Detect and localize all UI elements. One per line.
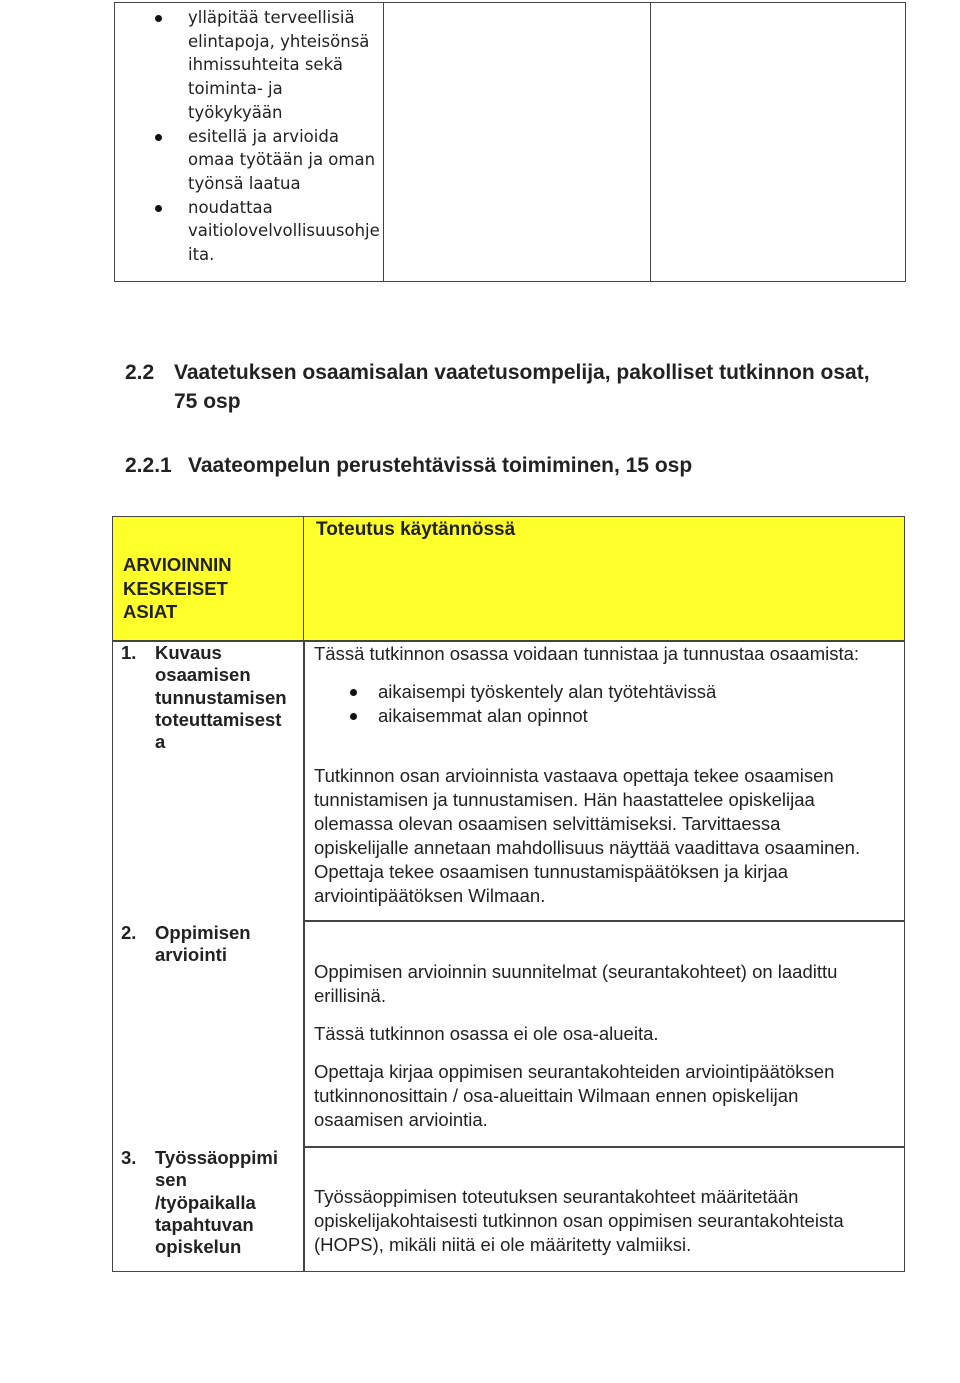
row-2-label [121, 922, 305, 967]
recognition-intro: Tässä tutkinnon osassa voidaan tunnistaa ja tunnustaa osaamista: [314, 643, 860, 664]
competence-bullet-list [115, 3, 383, 267]
text-line: Tässä tutkinnon osassa ei ole osa-alueita. [314, 1023, 659, 1044]
text-line: (HOPS), mikäli niitä ei ole määritetty valmiiksi. [314, 1234, 692, 1255]
continued-table-col-1 [115, 3, 384, 281]
row-label-line: sen [155, 1169, 187, 1191]
text-line: opiskelijalle annetaan mahdollisuus näyttää vaadittava osaaminen. [314, 837, 861, 858]
recording-paragraph [314, 1060, 899, 1132]
text-line: tunnistamisen ja tunnustamisen. Hän haastattelee opiskelijaa [314, 789, 815, 810]
table-divider [303, 920, 904, 922]
table-divider [303, 1146, 904, 1148]
subareas-paragraph [314, 1022, 899, 1046]
header-line: KESKEISET [123, 577, 228, 599]
row-label-line: opiskelun [155, 1236, 242, 1258]
row-label-line: /työpaikalla [155, 1191, 256, 1213]
row-number: 2. [121, 922, 137, 943]
row-3-label [121, 1147, 305, 1258]
row-label-line: a [155, 731, 166, 753]
recognition-bullets [314, 680, 899, 728]
row-number: 3. [121, 1147, 137, 1168]
recognition-bullet: aikaisempi työskentely alan työtehtävissä [314, 680, 899, 704]
row-label-line: Työssäoppimi [155, 1147, 279, 1168]
header-cell-left [113, 517, 303, 641]
competence-bullet: esitellä ja arvioida omaa työtään ja oman työnsä laatua [115, 125, 383, 196]
row-label-line: osaamisen [155, 664, 251, 686]
row-3-content [314, 1185, 899, 1257]
text-line: Työssäoppimisen toteutuksen seurantakohteet määritetään [314, 1186, 799, 1207]
continued-table-col-3 [651, 3, 905, 281]
row-number: 1. [121, 642, 137, 663]
header-cell-right [303, 517, 904, 641]
row-label-line: toteuttamisest [155, 708, 282, 730]
text-line: opiskelijakohtaisesti tutkinnon osan oppimisen seurantakohteista [314, 1210, 844, 1231]
section-title-line-1: Vaatetuksen osaamisalan vaatetusompelija, pakolliset tutkinnon osat, [174, 361, 870, 384]
text-line: tutkinnonosittain / osa-alueittain Wilmaan ennen opiskelijan [314, 1085, 799, 1106]
row-2-content [314, 960, 899, 1132]
text-line: olemassa olevan osaamisen selvittämiseksi. Tarvittaessa [314, 813, 781, 834]
continued-table [114, 2, 906, 282]
text-line: Tutkinnon osan arvioinnista vastaava opettaja tekee osaamisen [314, 765, 834, 786]
row-label-line: Kuvaus [155, 642, 222, 663]
continued-table-col-2 [384, 3, 651, 281]
text-line: Opettaja kirjaa oppimisen seurantakohteiden arviointipäätöksen [314, 1061, 835, 1082]
subsection-title: Vaateompelun perustehtävissä toimiminen, 15 osp [188, 454, 693, 477]
section-title-line-2: 75 osp [174, 390, 241, 413]
assessment-plan-paragraph [314, 960, 899, 1008]
text-line: arviointipäätöksen Wilmaan. [314, 885, 546, 906]
row-label-line: tunnustamisen [155, 686, 287, 708]
assessment-table [112, 516, 905, 1272]
text-line: erillisinä. [314, 985, 386, 1006]
subsection-number: 2.2.1 [125, 454, 172, 477]
text-line: Oppimisen arvioinnin suunnitelmat (seurantakohteet) on laadittu [314, 961, 838, 982]
text-line: Opettaja tekee osaamisen tunnustamispäätöksen ja kirjaa [314, 861, 789, 882]
header-assessment-key-points [123, 553, 232, 624]
text-line: osaamisen arviointia. [314, 1109, 488, 1130]
section-number: 2.2 [125, 361, 155, 384]
row-label-line: Oppimisen [155, 922, 251, 943]
header-implementation-in-practice: Toteutus käytännössä [316, 519, 516, 540]
row-label-line: arviointi [155, 944, 227, 966]
competence-bullet: ylläpitää terveellisiä elintapoja, yhteisönsä ihmissuhteita sekä toiminta- ja työkykyään [115, 6, 383, 125]
competence-bullet: noudattaa vaitiolovelvollisuusohje ita. [115, 196, 383, 267]
header-line: ASIAT [123, 601, 178, 622]
section-heading-2-2-1 [125, 451, 692, 480]
recognition-bullet: aikaisemmat alan opinnot [314, 704, 899, 728]
row-label-line: tapahtuvan [155, 1213, 254, 1235]
recognition-paragraph [314, 764, 899, 908]
header-line: ARVIOINNIN [123, 554, 232, 575]
row-1-content [314, 642, 899, 908]
row-1-label [121, 642, 305, 753]
section-heading-2-2 [125, 358, 915, 416]
workplace-learning-paragraph [314, 1185, 899, 1257]
